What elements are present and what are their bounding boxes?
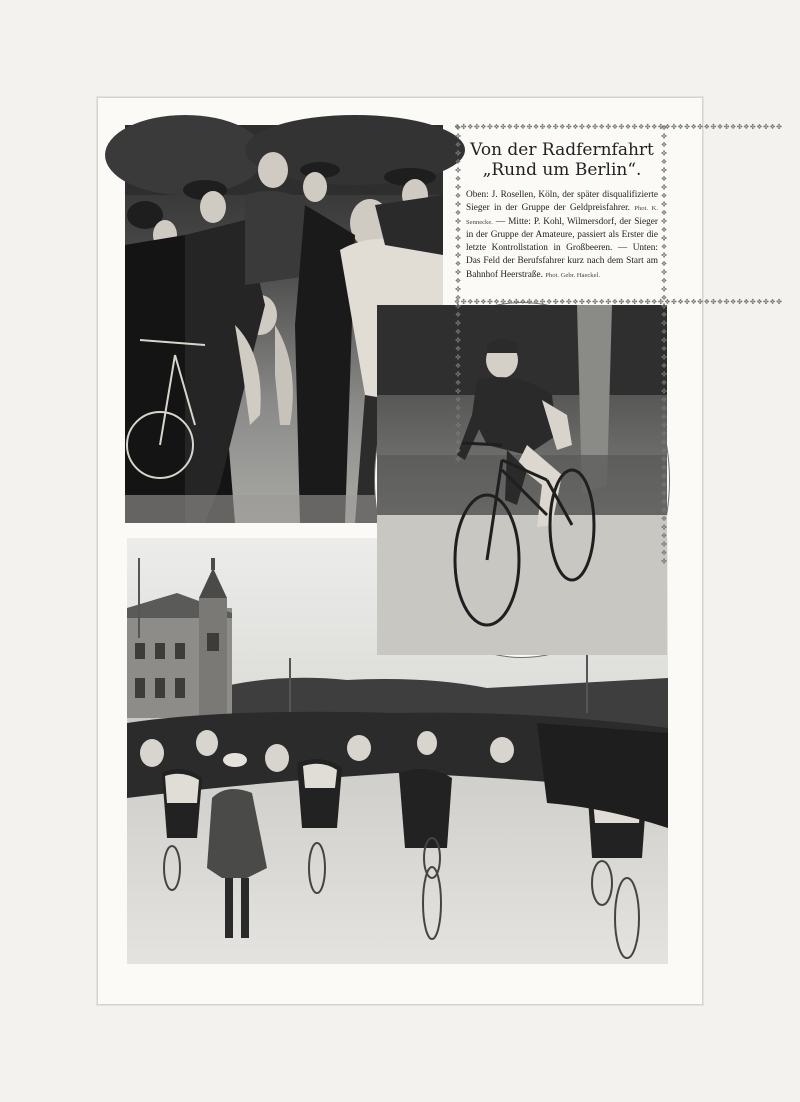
ornamental-border-right: ❖✤❖✤❖✤❖✤❖✤❖✤❖✤❖✤❖✤❖✤❖✤❖✤❖✤❖✤❖✤❖✤❖✤❖✤❖✤❖✤❖✤❖✤❖✤❖✤❖✤❖✤ (660, 124, 668, 566)
caption-box (454, 123, 783, 566)
ornamental-border-mid: ❖✤❖✤❖✤❖✤❖✤❖✤❖✤❖✤❖✤❖✤❖✤❖✤❖✤❖✤❖✤❖✤❖✤❖✤❖✤❖✤❖✤❖✤❖✤❖✤❖✤ (454, 298, 783, 306)
caption-text-middle-bottom: — Mitte: P. Kohl, Wilmersdorf, der Sieger in der Gruppe der Amateure, passiert als Erster die letzte Kontrollstation in Großbeeren. — Unten: Das Feld der Berufsfahrer kurz nach dem Start am Bahnhof Heerstraße. (466, 216, 658, 280)
ornamental-border-top: ❖✤❖✤❖✤❖✤❖✤❖✤❖✤❖✤❖✤❖✤❖✤❖✤❖✤❖✤❖✤❖✤❖✤❖✤❖✤❖✤❖✤❖✤❖✤❖✤❖✤ (454, 123, 783, 131)
caption-text-top: Oben: J. Rosellen, Köln, der später disqualifizierte Sieger in der Gruppe der Geldpreisfahrer. (466, 190, 658, 214)
caption-title-line2: „Rund um Berlin“. (482, 160, 642, 180)
photo-credit-haeckel: Phot. Gebr. Haeckel. (545, 271, 601, 279)
caption-title-line1: Von der Radfernfahrt (470, 140, 654, 160)
ornamental-border-left: ❖✤❖✤❖✤❖✤❖✤❖✤❖✤❖✤❖✤❖✤❖✤❖✤❖✤❖✤❖✤❖✤❖✤❖✤❖✤❖✤ (454, 124, 462, 464)
caption-title (466, 140, 658, 180)
caption-content (466, 134, 658, 282)
caption-text (466, 189, 658, 282)
photo-credit-sennecke: Phot. K. Sennecke. (466, 205, 659, 226)
